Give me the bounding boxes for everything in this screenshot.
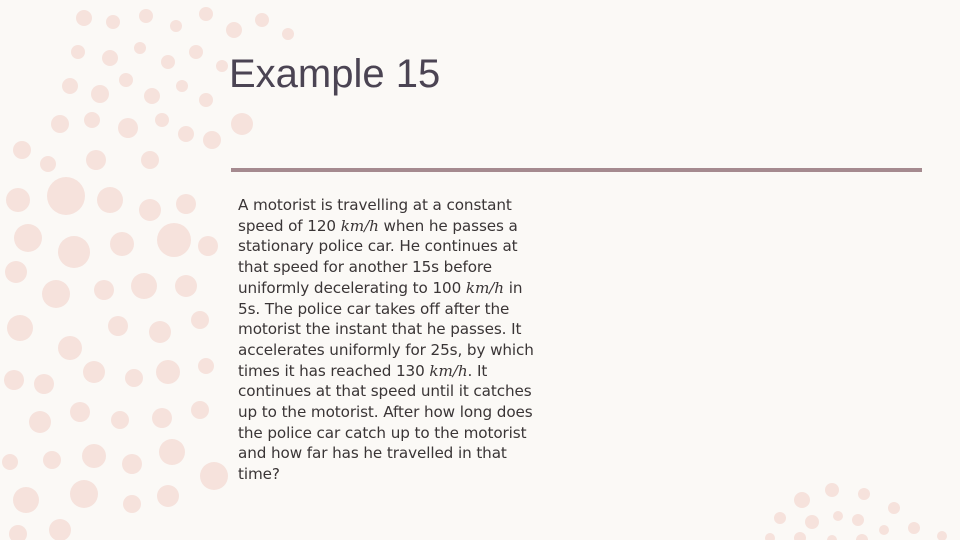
text-line: that speed for another 15s before: [238, 258, 492, 277]
text-line: 5s. The police car takes off after the: [238, 299, 510, 318]
text-line: continues at that speed until it catches: [238, 382, 532, 401]
text-line: up to the motorist. After how long does: [238, 403, 533, 422]
unit-kmh: km/h: [465, 278, 504, 297]
title-divider: [231, 168, 922, 172]
unit-kmh: km/h: [340, 216, 379, 235]
slide-title: Example 15: [229, 52, 441, 96]
text-line: stationary police car. He continues at: [238, 237, 518, 256]
text-line: the police car catch up to the motorist: [238, 423, 527, 442]
text-line: uniformly decelerating to 100 km/h in: [238, 278, 523, 297]
text-line: accelerates uniformly for 25s, by which: [238, 340, 534, 359]
unit-kmh: km/h: [429, 361, 468, 380]
text-line: speed of 120 km/h when he passes a: [238, 216, 518, 235]
problem-text: [238, 195, 558, 485]
text-line: motorist the instant that he passes. It: [238, 320, 522, 339]
text-line: and how far has he travelled in that: [238, 444, 507, 463]
text-line: times it has reached 130 km/h. It: [238, 361, 488, 380]
text-line: time?: [238, 465, 280, 484]
text-line: A motorist is travelling at a constant: [238, 196, 512, 214]
